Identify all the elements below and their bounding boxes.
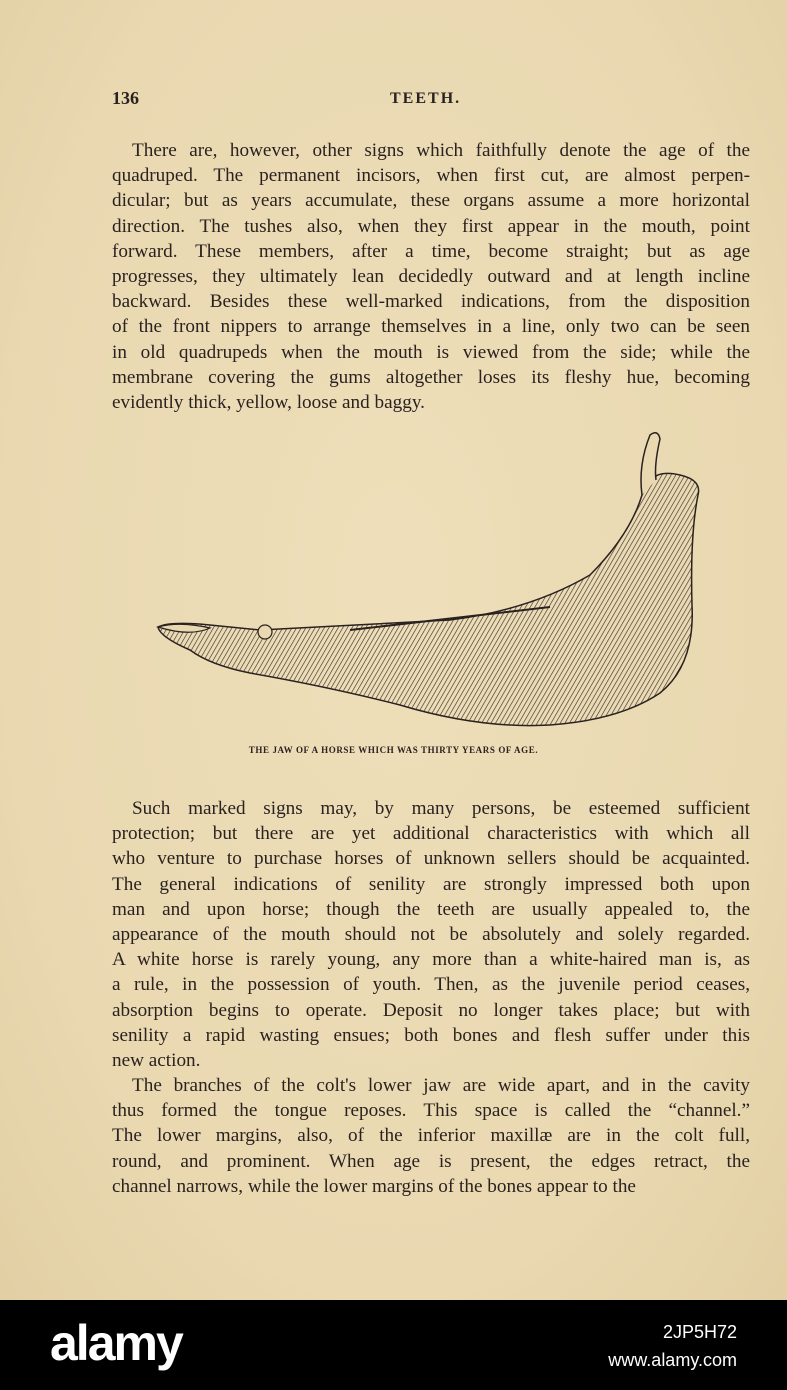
text-line: of the front nippers to arrange themselves in a line, only two can be seen [112, 316, 750, 338]
text-line: appearance of the mouth should not be absolutely and solely regarded. [112, 923, 750, 945]
text-line: dicular; but as years accumulate, these organs assume a more horizontal [112, 190, 750, 212]
text-line: who venture to purchase horses of unknown sellers should be acquainted. [112, 848, 750, 870]
image-id: 2JP5H72 [662, 1322, 737, 1342]
paragraph-top [112, 138, 750, 415]
text-line: protection; but there are yet additional characteristics with which all [112, 823, 750, 845]
text-line: in old quadrupeds when the mouth is viewed from the side; while the [112, 341, 750, 363]
running-head: TEETH. [390, 90, 462, 107]
text-line: absorption begins to operate. Deposit no longer takes place; but with [112, 999, 750, 1021]
text-line: direction. The tushes also, when they first appear in the mouth, point [112, 215, 750, 237]
text-line: There are, however, other signs which faithfully denote the age of the [132, 140, 750, 161]
text-line: Such marked signs may, by many persons, be esteemed sufficient [132, 798, 750, 819]
text-line: The lower margins, also, of the inferior maxillæ are in the colt full, [112, 1125, 750, 1147]
alamy-logo: alamy [50, 1315, 182, 1371]
text-line: round, and prominent. When age is present, the edges retract, the [112, 1150, 750, 1172]
watermark-url: www.alamy.com [608, 1350, 737, 1370]
watermark-footer [0, 1300, 787, 1390]
text-line: progresses, they ultimately lean decidedly outward and at length incline [112, 265, 750, 287]
tush [258, 625, 272, 639]
horse-jaw-illustration [150, 425, 710, 740]
text-line: evidently thick, yellow, loose and baggy. [112, 391, 425, 413]
text-line: backward. Besides these well-marked indications, from the disposition [112, 291, 750, 313]
text-line: The general indications of senility are strongly impressed both upon [112, 873, 750, 895]
jaw-bone [158, 473, 699, 725]
text-line: thus formed the tongue reposes. This space is called the “channel.” [112, 1100, 750, 1122]
text-line: The branches of the colt's lower jaw are wide apart, and in the cavity [132, 1075, 750, 1097]
text-line: channel narrows, while the lower margins of the bones appear to the [112, 1175, 636, 1197]
figure-caption: THE JAW OF A HORSE WHICH WAS THIRTY YEARS OF AGE. [248, 745, 539, 755]
paragraph-bottom [112, 796, 750, 1199]
page-number: 136 [112, 88, 139, 108]
text-line: a rule, in the possession of youth. Then, as the juvenile period ceases, [112, 974, 750, 996]
text-line: A white horse is rarely young, any more than a white-haired man is, as [112, 949, 750, 971]
text-line: senility a rapid wasting ensues; both bones and flesh suffer under this [112, 1024, 750, 1046]
text-line: forward. These members, after a time, become straight; but as age [112, 240, 750, 262]
text-line: membrane covering the gums altogether loses its fleshy hue, becoming [112, 366, 750, 388]
text-line: new action. [112, 1049, 201, 1071]
text-line: quadruped. The permanent incisors, when first cut, are almost perpen- [112, 165, 750, 187]
text-line: man and upon horse; though the teeth are usually appealed to, the [112, 898, 750, 920]
